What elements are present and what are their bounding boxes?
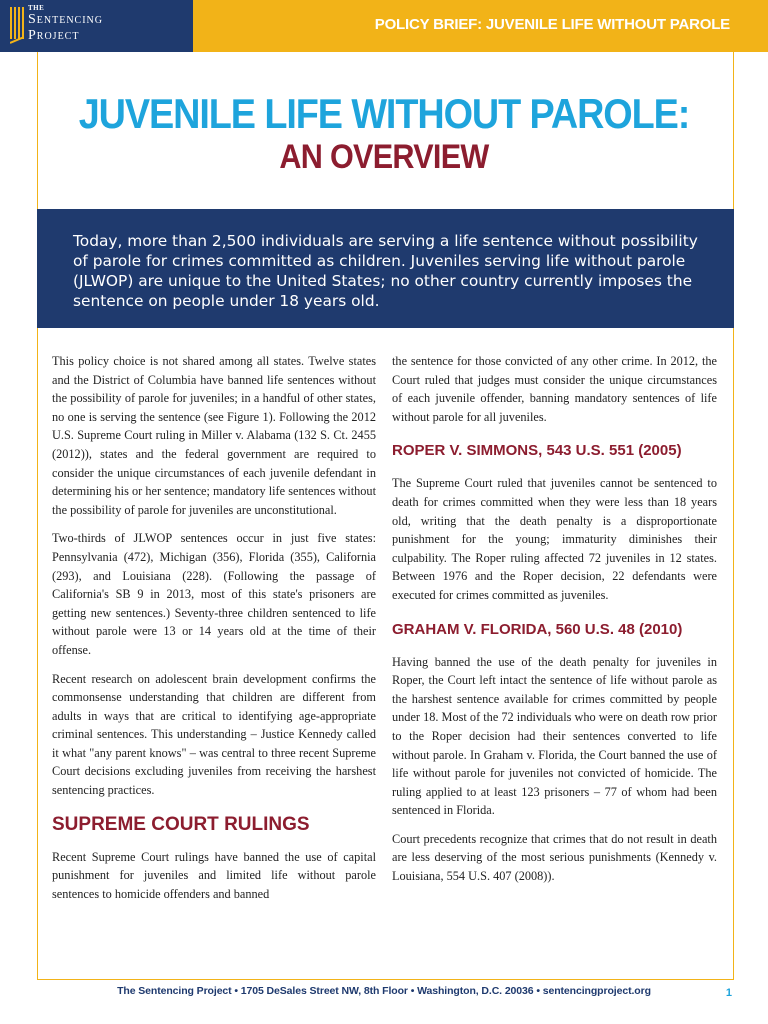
section-heading-roper: ROPER V. SIMMONS, 543 U.S. 551 (2005)	[392, 442, 682, 460]
pillars-logo-icon	[10, 7, 24, 45]
intro-text: Today, more than 2,500 individuals are serving a life sentence without possibility of parole for crimes committed as children. Juveniles serving life without parole (JLWOP) are unique to the United States; no other country currently imposes the sentence on people under 18 years old.	[73, 232, 698, 310]
left-column	[52, 352, 376, 913]
footer-address[interactable]: The Sentencing Project • 1705 DeSales Street NW, 8th Floor • Washington, D.C. 20036 • sentencingproject.org	[117, 985, 651, 997]
paragraph: This policy choice is not shared among all states. Twelve states and the District of Columbia have banned life sentences without the possibility of parole for juveniles; in a handful of other states, no one is serving the sentence (see Figure 1). Following the 2012 U.S. Supreme Court ruling in Miller v. Alabama (132 S. Ct. 2455 (2012)), states and the federal government are required to consider the unique circumstances of each juvenile defendant in determining his or her sentence; mandatory life sentences without the possibility of parole for juveniles are unconstitutional.	[52, 354, 376, 517]
paragraph: Court precedents recognize that crimes that do not result in death are less deserving of the most serious punishments (Kennedy v. Louisiana, 554 U.S. 407 (2008)).	[392, 831, 717, 884]
paragraph: Two-thirds of JLWOP sentences occur in just five states: Pennsylvania (472), Michigan (356), Florida (355), California (293), and Louisiana (228). (Following the passage of California's SB 9 in 2013, most of this state's prisoners are getting new sentences.) Seventy-three children sentenced to life without parole were 13 or 14 years old at the time of their offense.	[52, 531, 376, 657]
header-bar	[0, 0, 768, 52]
org-name-line1: Sentencing	[28, 12, 103, 27]
section-heading-supreme-court: SUPREME COURT RULINGS	[52, 813, 310, 835]
page-title: JUVENILE LIFE WITHOUT PAROLE:	[78, 90, 690, 137]
paragraph: Recent Supreme Court rulings have banned the use of capital punishment for juveniles and limited life without parole sentences to homicide offenders and banned	[52, 849, 376, 901]
paragraph: Recent research on adolescent brain development confirms the commonsense understanding that children are different from adults in ways that are critical to identifying age-appropriate criminal sentences. This understanding – Justice Kennedy called it what "any parent knows" – was central to three recent Supreme Court decisions excluding juveniles from receiving the harshest sentencing practices.	[52, 671, 376, 798]
paragraph: the sentence for those convicted of any other crime. In 2012, the Court ruled that judges must consider the unique circumstances of each juvenile offender, banning mandatory sentences of life without parole for all juveniles.	[392, 354, 717, 424]
paragraph: Having banned the use of the death penalty for juveniles in Roper, the Court left intact the sentence of life without parole as the harshest sentence available for crimes committed by people under 18. Most of the 72 individuals who were on death row prior to the Roper decision had their sentences converted to life without parole. In Graham v. Florida, the Court banned the use of life without parole for juveniles not convicted of homicide. The ruling applied to at least 123 prisoners – 77 of whom had been sentenced in Florida.	[392, 654, 717, 818]
paragraph: The Supreme Court ruled that juveniles cannot be sentenced to death for crimes committed when they were less than 18 years old, writing that the death penalty is a disproportionate punishment for the young; immaturity diminishes their culpability. The Roper ruling affected 72 juveniles in 12 states. Between 1976 and the Roper decision, 22 defendants were executed for crimes committed as juveniles.	[392, 476, 717, 602]
brief-label: POLICY BRIEF: JUVENILE LIFE WITHOUT PAROLE	[374, 16, 730, 33]
org-logo[interactable]	[0, 0, 193, 52]
section-heading-graham: GRAHAM V. FLORIDA, 560 U.S. 48 (2010)	[392, 620, 683, 638]
page-number: 1	[725, 987, 732, 999]
org-name-line2: Project	[28, 28, 80, 43]
intro-banner	[37, 209, 734, 328]
right-column	[392, 352, 717, 896]
page-subtitle: AN OVERVIEW	[279, 138, 489, 176]
org-the: THE	[28, 4, 45, 12]
